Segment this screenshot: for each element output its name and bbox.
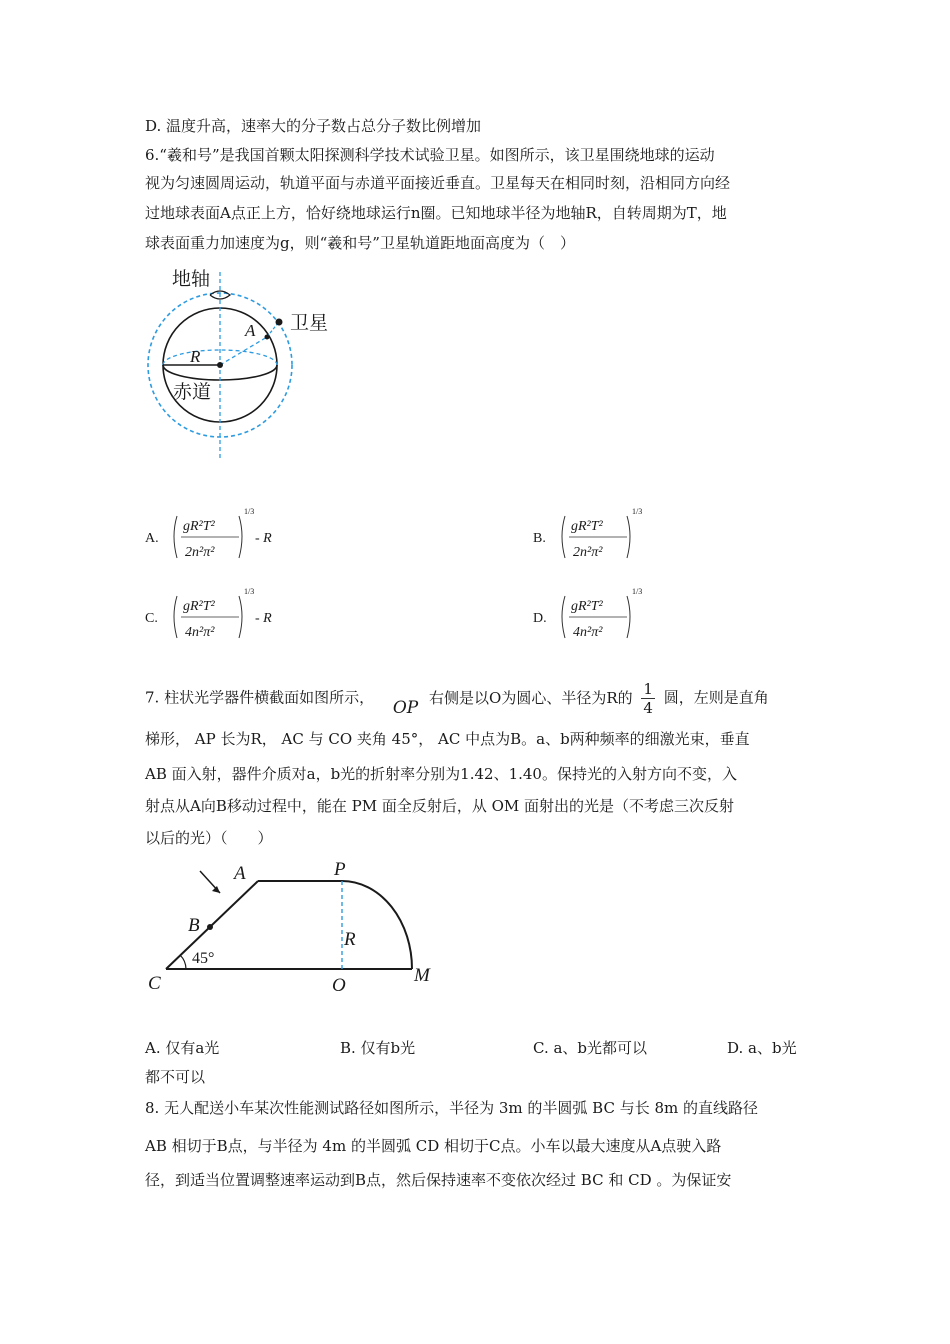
q7-line1-mid: 右侧是以O为圆心、半径为R的 bbox=[429, 688, 633, 707]
q6-line-4: 球表面重力加速度为g，则“羲和号”卫星轨道距地面高度为（ ） bbox=[145, 234, 575, 252]
q6-option-c[interactable] bbox=[145, 580, 345, 652]
point-b-dot bbox=[207, 924, 213, 930]
svg-text:1/3: 1/3 bbox=[632, 507, 643, 516]
q6-line-1: 6.“羲和号”是我国首颗太阳探测科学技术试验卫星。如图所示，该卫星围绕地球的运动 bbox=[145, 146, 715, 164]
q7-frac-num: 1 bbox=[643, 680, 653, 698]
svg-text:1/3: 1/3 bbox=[244, 587, 255, 596]
svg-text:gR²T²: gR²T² bbox=[571, 519, 603, 534]
satellite-dot bbox=[276, 319, 283, 326]
q5-option-d: D. 温度升高，速率大的分子数占总分子数比例增加 bbox=[145, 117, 482, 135]
axis-label: 地轴 bbox=[172, 269, 211, 290]
label-p: P bbox=[334, 859, 346, 880]
svg-text:4n²π²: 4n²π² bbox=[185, 625, 215, 640]
q7-line-4: 射点从A向B移动过程中，能在 PM 面全反射后，从 OM 面射出的光是（不考虑三次反射 bbox=[145, 797, 735, 815]
q7-line1-prefix: 7. 柱状光学器件横截面如图所示， bbox=[145, 688, 375, 707]
svg-text:A.: A. bbox=[145, 531, 159, 546]
q7-line-5: 以后的光）（ ） bbox=[145, 829, 273, 847]
q6-line-2: 视为匀速圆周运动，轨道平面与赤道平面接近垂直。卫星每天在相同时刻，沿相同方向经 bbox=[145, 174, 731, 192]
label-c: C bbox=[148, 973, 161, 994]
svg-text:2n²π²: 2n²π² bbox=[185, 545, 215, 560]
svg-text:D.: D. bbox=[533, 611, 547, 626]
q7-line1-suffix: 圆，左则是直角 bbox=[663, 688, 769, 707]
svg-text:gR²T²: gR²T² bbox=[183, 519, 215, 534]
label-angle: 45° bbox=[192, 950, 215, 967]
svg-text:gR²T²: gR²T² bbox=[183, 599, 215, 614]
a-to-satellite bbox=[267, 323, 278, 337]
point-a-dot bbox=[265, 335, 270, 340]
q7-option-d-wrap: 都不可以 bbox=[145, 1068, 206, 1086]
svg-text:- R: - R bbox=[255, 611, 272, 626]
q8-line-3: 径，到适当位置调整速率运动到B点，然后保持速率不变依次经过 BC 和 CD 。为保证安 bbox=[145, 1171, 732, 1189]
q7-line-1 bbox=[145, 680, 769, 717]
q7-quarter-fraction bbox=[641, 680, 655, 717]
q7-frac-den: 4 bbox=[643, 699, 653, 717]
q7-option-a[interactable]: A. 仅有a光 bbox=[145, 1039, 220, 1057]
q7-option-d[interactable]: D. a、b光 bbox=[727, 1039, 797, 1057]
svg-text:1/3: 1/3 bbox=[632, 587, 643, 596]
q7-op: OP bbox=[392, 697, 419, 718]
q8-line-1: 8. 无人配送小车某次性能测试路径如图所示，半径为 3m 的半圆弧 BC 与长 8m 的直线路径 bbox=[145, 1099, 759, 1117]
equator-label: 赤道 bbox=[173, 382, 212, 403]
svg-text:1/3: 1/3 bbox=[244, 507, 255, 516]
q7-line-3: AB 面入射，器件介质对a，b光的折射率分别为1.42、1.40。保持光的入射方向不变，入 bbox=[145, 765, 737, 783]
center-dot bbox=[217, 362, 223, 368]
label-b: B bbox=[188, 915, 200, 936]
q6-option-a[interactable] bbox=[145, 500, 345, 572]
svg-text:gR²T²: gR²T² bbox=[571, 599, 603, 614]
q7-option-c[interactable]: C. a、b光都可以 bbox=[533, 1039, 648, 1057]
q7-option-b[interactable]: B. 仅有b光 bbox=[340, 1039, 416, 1057]
q6-option-d[interactable] bbox=[533, 580, 733, 652]
satellite-label: 卫星 bbox=[290, 313, 329, 334]
q7-line-2: 梯形， AP 长为R， AC 与 CO 夹角 45°， AC 中点为B。a、b两种频率的细激光束，垂直 bbox=[145, 730, 750, 748]
label-m: M bbox=[414, 965, 430, 986]
radius-label: R bbox=[190, 347, 201, 366]
q7-prism-figure bbox=[140, 855, 440, 1005]
q6-line-3: 过地球表面A点正上方，恰好绕地球运行n圈。已知地球半径为地轴R，自转周期为T，地 bbox=[145, 204, 727, 222]
q8-line-2: AB 相切于B点，与半径为 4m 的半圆弧 CD 相切于C点。小车以最大速度从A点驶入路 bbox=[145, 1137, 722, 1155]
angle-arc bbox=[180, 955, 186, 969]
label-o: O bbox=[332, 975, 346, 996]
label-r: R bbox=[344, 929, 356, 950]
svg-text:B.: B. bbox=[533, 531, 546, 546]
q6-option-b[interactable] bbox=[533, 500, 733, 572]
q6-earth-figure bbox=[140, 262, 329, 462]
svg-text:C.: C. bbox=[145, 611, 158, 626]
point-a-label: A bbox=[245, 321, 256, 340]
arc-pm bbox=[342, 881, 412, 969]
svg-text:- R: - R bbox=[255, 531, 272, 546]
label-a: A bbox=[234, 863, 246, 884]
svg-text:4n²π²: 4n²π² bbox=[573, 625, 603, 640]
incident-arrowhead bbox=[212, 886, 220, 893]
svg-text:2n²π²: 2n²π² bbox=[573, 545, 603, 560]
